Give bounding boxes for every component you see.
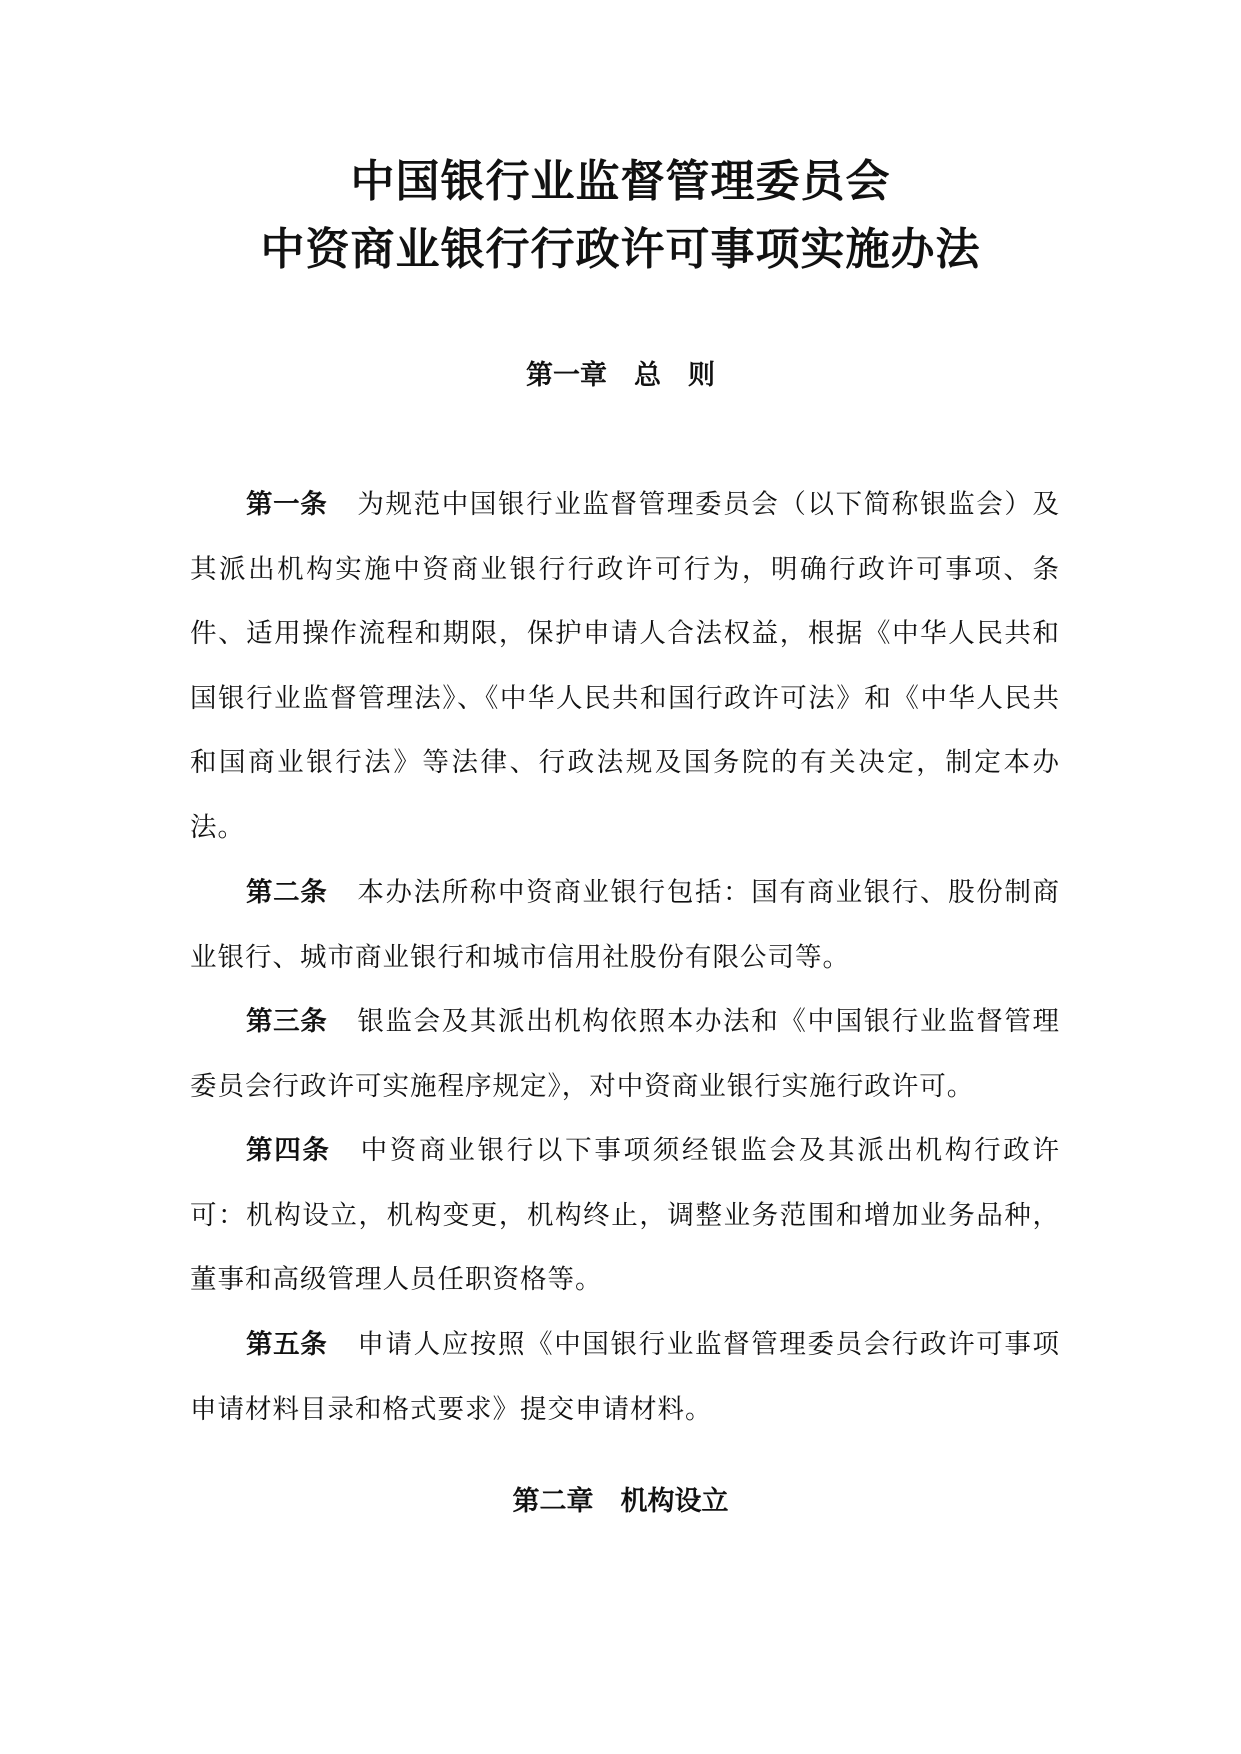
article-2 bbox=[190, 861, 1060, 990]
article-3-text: 银监会及其派出机构依照本办法和《中国银行业监督管理委员会行政许可实施程序规定》，对中资商业银行实施行政许可。 bbox=[190, 1006, 1061, 1102]
article-1-label: 第一条 bbox=[246, 489, 328, 520]
document-title-line-1: 中国银行业监督管理委员会 bbox=[350, 156, 891, 207]
article-3-label: 第三条 bbox=[246, 1006, 328, 1037]
article-1-text: 为规范中国银行业监督管理委员会（以下简称银监会）及其派出机构实施中资商业银行行政许可行为，明确行政许可事项、条件、适用操作流程和期限，保护申请人合法权益，根据《中华人民共和国银行业监督管理法》、《中华人民共和国行政许可法》和《中华人民共和国商业银行法》等法律、行政法规及国务院的有关决定，制定本办法。 bbox=[190, 489, 1061, 843]
document-title-line-2: 中资商业银行行政许可事项实施办法 bbox=[260, 224, 981, 275]
article-4 bbox=[190, 1119, 1060, 1313]
article-4-text: 中资商业银行以下事项须经银监会及其派出机构行政许可：机构设立，机构变更，机构终止，调整业务范围和增加业务品种，董事和高级管理人员任职资格等。 bbox=[190, 1135, 1061, 1295]
chapter-2-heading: 第二章 机构设立 bbox=[512, 1486, 729, 1517]
article-5-text: 申请人应按照《中国银行业监督管理委员会行政许可事项申请材料目录和格式要求》提交申请材料。 bbox=[190, 1329, 1061, 1425]
article-1 bbox=[190, 473, 1060, 860]
article-4-label: 第四条 bbox=[246, 1135, 331, 1166]
chapter-1-heading: 第一章 总 则 bbox=[526, 360, 715, 391]
article-5 bbox=[190, 1313, 1060, 1442]
article-2-label: 第二条 bbox=[246, 877, 328, 908]
article-5-label: 第五条 bbox=[246, 1329, 328, 1360]
article-3 bbox=[190, 990, 1060, 1119]
article-2-text: 本办法所称中资商业银行包括：国有商业银行、股份制商业银行、城市商业银行和城市信用社股份有限公司等。 bbox=[190, 877, 1061, 973]
